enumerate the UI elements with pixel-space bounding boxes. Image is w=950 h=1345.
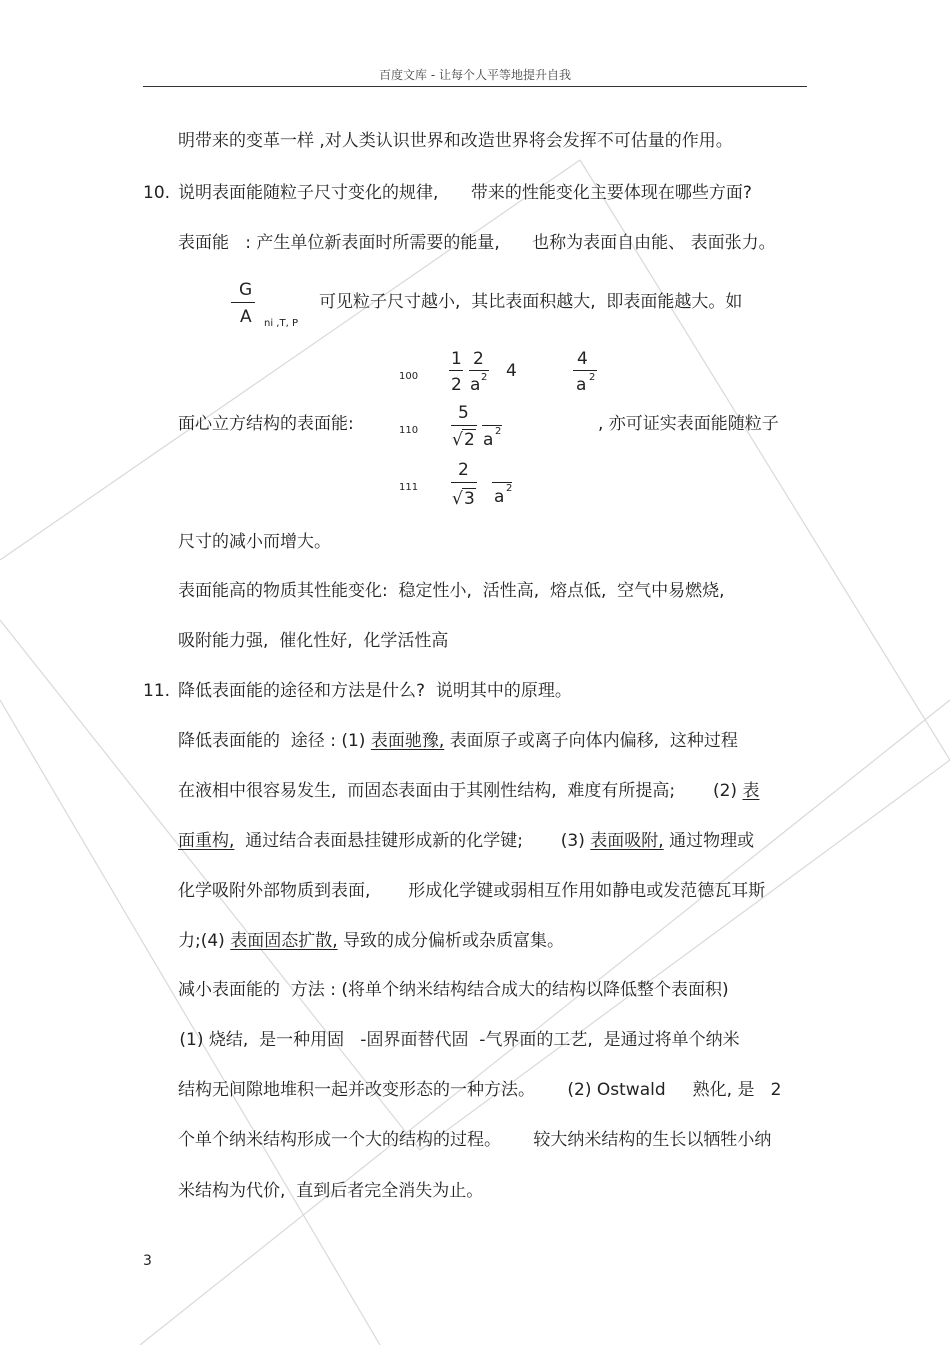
numerator: 2	[473, 349, 484, 369]
text-segment: 降低表面能的 途径 : (1)	[178, 731, 371, 751]
numerator: 5	[458, 403, 469, 423]
plane-index: 100	[399, 371, 419, 382]
text-segment: 通过结合表面悬挂键形成新的化学键; (3)	[234, 831, 591, 851]
numerator: 4	[577, 349, 588, 369]
text-line: 个单个纳米结构形成一个大的结构的过程。 较大纳米结构的生长以牺牲小纳	[178, 1130, 772, 1150]
numerator: 2	[458, 460, 469, 480]
text-line: 米结构为代价, 直到后者完全消失为止。	[178, 1181, 484, 1201]
text-line	[178, 931, 564, 951]
text-line: 化学吸附外部物质到表面, 形成化学键或弱相互作用如静电或发范德瓦耳斯	[178, 881, 766, 901]
text-line: 结构无间隙地堆积一起并改变形态的一种方法。 (2) Ostwald 熟化, 是 2	[178, 1080, 782, 1100]
definition-line: 表面能 : 产生单位新表面时所需要的能量, 也称为表面自由能、 表面张力。	[178, 233, 776, 253]
denominator: a	[470, 375, 481, 395]
fraction-bar	[449, 370, 463, 371]
numerator: 1	[451, 349, 462, 369]
superscript: 2	[481, 372, 488, 383]
underlined-term: 表面吸附,	[590, 831, 664, 851]
plane-index: 111	[399, 482, 419, 493]
question-number: 11.	[143, 681, 171, 701]
text-line: 明带来的变革一样 ,对人类认识世界和改造世界将会发挥不可估量的作用。	[178, 131, 733, 151]
denominator: a	[576, 375, 587, 395]
text-line: 尺寸的减小而增大。	[178, 532, 331, 552]
formula-g: G	[239, 280, 253, 300]
underlined-term: 表面驰豫,	[370, 731, 445, 751]
text-line: (1) 烧结, 是一种用固 -固界面替代固 -气界面的工艺, 是通过将单个纳米	[174, 1030, 740, 1050]
question-number: 10.	[143, 183, 171, 203]
term: 4	[506, 361, 517, 381]
text-segment: 表面原子或离子向体内偏移, 这种过程	[444, 731, 738, 751]
header-divider	[143, 86, 807, 87]
sqrt-symbol: √	[452, 430, 463, 450]
page-number: 3	[143, 1253, 152, 1269]
underlined-term: 表	[742, 781, 760, 801]
underlined-term: 面重构,	[178, 831, 235, 851]
fcc-tail: , 亦可证实表面能随粒子	[598, 414, 779, 434]
text-line: 吸附能力强, 催化性好, 化学活性高	[178, 631, 449, 651]
plane-index: 110	[399, 425, 419, 436]
text-line: 减小表面能的 方法 : (将单个纳米结构结合成大的结构以降低整个表面积)	[178, 980, 729, 1000]
superscript: 2	[506, 483, 513, 494]
formula-subscript: ni ,T, P	[264, 318, 298, 329]
underlined-term: 表面固态扩散,	[230, 931, 338, 951]
page-header: 百度文库 - 让每个人平等地提升自我	[379, 68, 571, 82]
sqrt-bar	[462, 488, 476, 489]
text-line	[178, 731, 738, 751]
fraction-bar	[469, 370, 489, 371]
formula-a: A	[240, 307, 252, 327]
question-11: 降低表面能的途径和方法是什么? 说明其中的原理。	[178, 681, 572, 701]
sqrt-symbol: √	[452, 489, 463, 509]
text-segment: 力;(4)	[178, 931, 231, 951]
fraction-bar	[451, 425, 477, 426]
text-line	[178, 831, 754, 851]
superscript: 2	[495, 426, 502, 437]
text-segment: 通过物理或	[663, 831, 755, 851]
superscript: 2	[589, 372, 596, 383]
sqrt-bar	[462, 429, 476, 430]
denominator: a	[494, 487, 505, 507]
fcc-label: 面心立方结构的表面能:	[178, 414, 354, 434]
denominator: 2	[464, 430, 475, 450]
fraction-bar	[231, 302, 255, 303]
fraction-bar	[573, 370, 597, 371]
text-line	[178, 781, 759, 801]
fraction-bar	[451, 482, 477, 483]
text-line: 可见粒子尺寸越小, 其比表面积越大, 即表面能越大。如	[319, 292, 743, 312]
text-segment: 导致的成分偏析或杂质富集。	[337, 931, 565, 951]
question-10: 说明表面能随粒子尺寸变化的规律, 带来的性能变化主要体现在哪些方面?	[178, 183, 752, 203]
denominator: 3	[464, 489, 475, 509]
text-segment: 在液相中很容易发生, 而固态表面由于其刚性结构, 难度有所提高; (2)	[178, 781, 743, 801]
denominator: 2	[451, 375, 462, 395]
denominator: a	[483, 430, 494, 450]
text-line: 表面能高的物质其性能变化: 稳定性小, 活性高, 熔点低, 空气中易燃烧,	[178, 581, 725, 601]
